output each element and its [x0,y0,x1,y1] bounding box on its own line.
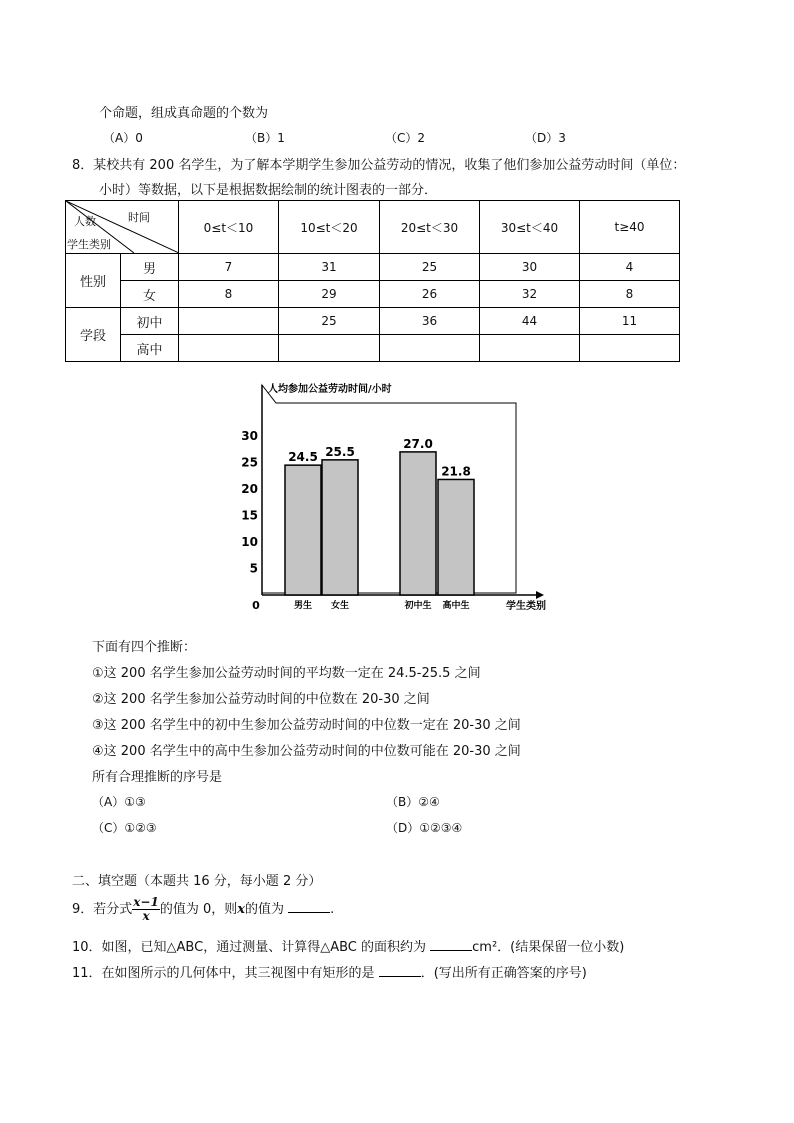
table-cell: 4 [580,254,680,281]
row-label-senior: 高中 [121,335,179,362]
table-cell: 11 [580,308,680,335]
inferences-intro: 下面有四个推断： [92,640,197,655]
inference-3: ③这 200 名学生中的初中生参加公益劳动时间的中位数一定在 20-30 之间 [92,718,521,733]
table-cell: 44 [480,308,580,335]
table-cell: 26 [380,281,480,308]
y-tick-label: 15 [241,508,258,523]
q9-end: . [330,902,335,917]
q8-option-c: （C）①②③ [92,821,157,835]
column-header: 30≤t＜40 [480,201,580,254]
section2-heading: 二、填空题（本题共 16 分，每小题 2 分） [72,874,322,889]
q8-stem-line2: 小时）等数据，以下是根据数据绘制的统计图表的一部分． [99,183,438,198]
column-header: 0≤t＜10 [179,201,279,254]
data-label: 25.5 [325,444,355,459]
q11-line [72,962,587,981]
y-tick-label: 5 [249,561,258,576]
inference-1: ①这 200 名学生参加公益劳动时间的平均数一定在 24.5-25.5 之间 [92,666,481,681]
bar [438,479,474,595]
column-header: t≥40 [580,201,680,254]
corner-label-count: 人数 [74,215,96,228]
bar-chart [238,372,558,622]
group-label-stage: 学段 [66,308,121,362]
data-label: 24.5 [288,450,318,465]
y-tick-label: 25 [241,455,258,470]
x-tick-labels [294,599,470,611]
row-label-junior: 初中 [121,308,179,335]
origin-label: 0 [252,599,260,612]
inference-2: ②这 200 名学生参加公益劳动时间的中位数在 20-30 之间 [92,692,430,707]
q7-option-d: （D）3 [525,131,566,145]
q9-fraction [132,896,160,923]
bar [400,452,436,595]
q10-answer-blank[interactable] [430,938,472,951]
table-cell: 25 [279,308,380,335]
table-cell [480,335,580,362]
q10-line [72,936,624,955]
q9-post: 的值为 [245,902,285,917]
q10-pre: 10．如图，已知△ABC，通过测量、计算得△ABC 的面积约为 [72,940,426,955]
table-cell: 31 [279,254,380,281]
table-cell [179,335,279,362]
q9-variable: x [237,902,246,917]
x-axis-title: 学生类别 [506,601,546,612]
data-label: 21.8 [441,464,471,479]
inference-4: ④这 200 名学生中的高中生参加公益劳动时间的中位数可能在 20-30 之间 [92,744,521,759]
column-header: 10≤t＜20 [279,201,380,254]
q11-pre: 11．在如图所示的几何体中，其三视图中有矩形的是 [72,966,375,981]
q7-option-b: （B）1 [245,131,285,145]
table-cell: 29 [279,281,380,308]
q9-pre: 9．若分式 [72,902,133,917]
row-label-female: 女 [121,281,179,308]
bar [322,460,358,595]
table-cell [580,335,680,362]
table-cell: 36 [380,308,480,335]
table-cell: 32 [480,281,580,308]
table-corner-cell [66,201,179,254]
table-cell [179,308,279,335]
table-cell [279,335,380,362]
q9-line [72,896,334,923]
x-tick-label: 男生 [293,601,313,611]
y-tick-label: 30 [241,429,258,443]
q8-option-b: （B）②④ [386,795,440,809]
x-tick-label: 女生 [330,601,350,611]
row-label-male: 男 [121,254,179,281]
x-tick-label: 高中生 [442,601,470,611]
x-axis-arrow [536,591,544,599]
q8-question: 所有合理推断的序号是 [92,770,223,785]
table-cell: 25 [380,254,480,281]
q11-answer-blank[interactable] [379,964,421,977]
column-header: 20≤t＜30 [380,201,480,254]
q7-stem-tail: 个命题，组成真命题的个数为 [99,106,269,121]
table-cell [380,335,480,362]
corner-label-category: 学生类别 [67,238,111,251]
q9-mid: 的值为 0，则 [159,902,238,917]
q7-option-c: （C）2 [385,131,426,145]
data-label: 27.0 [403,436,433,451]
table-cell: 8 [179,281,279,308]
q10-post: cm²．(结果保留一位小数) [472,940,625,955]
q8-option-d: （D）①②③④ [386,821,463,835]
q8-option-a: （A）①③ [92,795,146,809]
fraction-denominator: x [142,909,150,923]
y-tick-label: 20 [241,482,258,496]
y-tick-label: 10 [241,535,258,549]
q11-post: ．(写出所有正确答案的序号) [420,966,587,981]
fraction-numerator: x−1 [133,895,159,909]
x-tick-label: 初中生 [404,601,432,611]
q9-answer-blank[interactable] [288,900,330,913]
y-axis-title: 人均参加公益劳动时间/小时 [268,384,392,395]
corner-label-time: 时间 [128,211,150,224]
stats-table [65,200,680,362]
bar [285,465,321,595]
table-cell: 7 [179,254,279,281]
q7-option-a: （A）0 [103,131,143,145]
y-tick-labels [241,429,258,576]
table-cell: 30 [480,254,580,281]
group-label-gender: 性别 [66,254,121,308]
q8-stem-line1: 8．某校共有 200 名学生，为了解本学期学生参加公益劳动的情况，收集了他们参加公益劳动时间（单位： [72,158,686,173]
table-cell: 8 [580,281,680,308]
